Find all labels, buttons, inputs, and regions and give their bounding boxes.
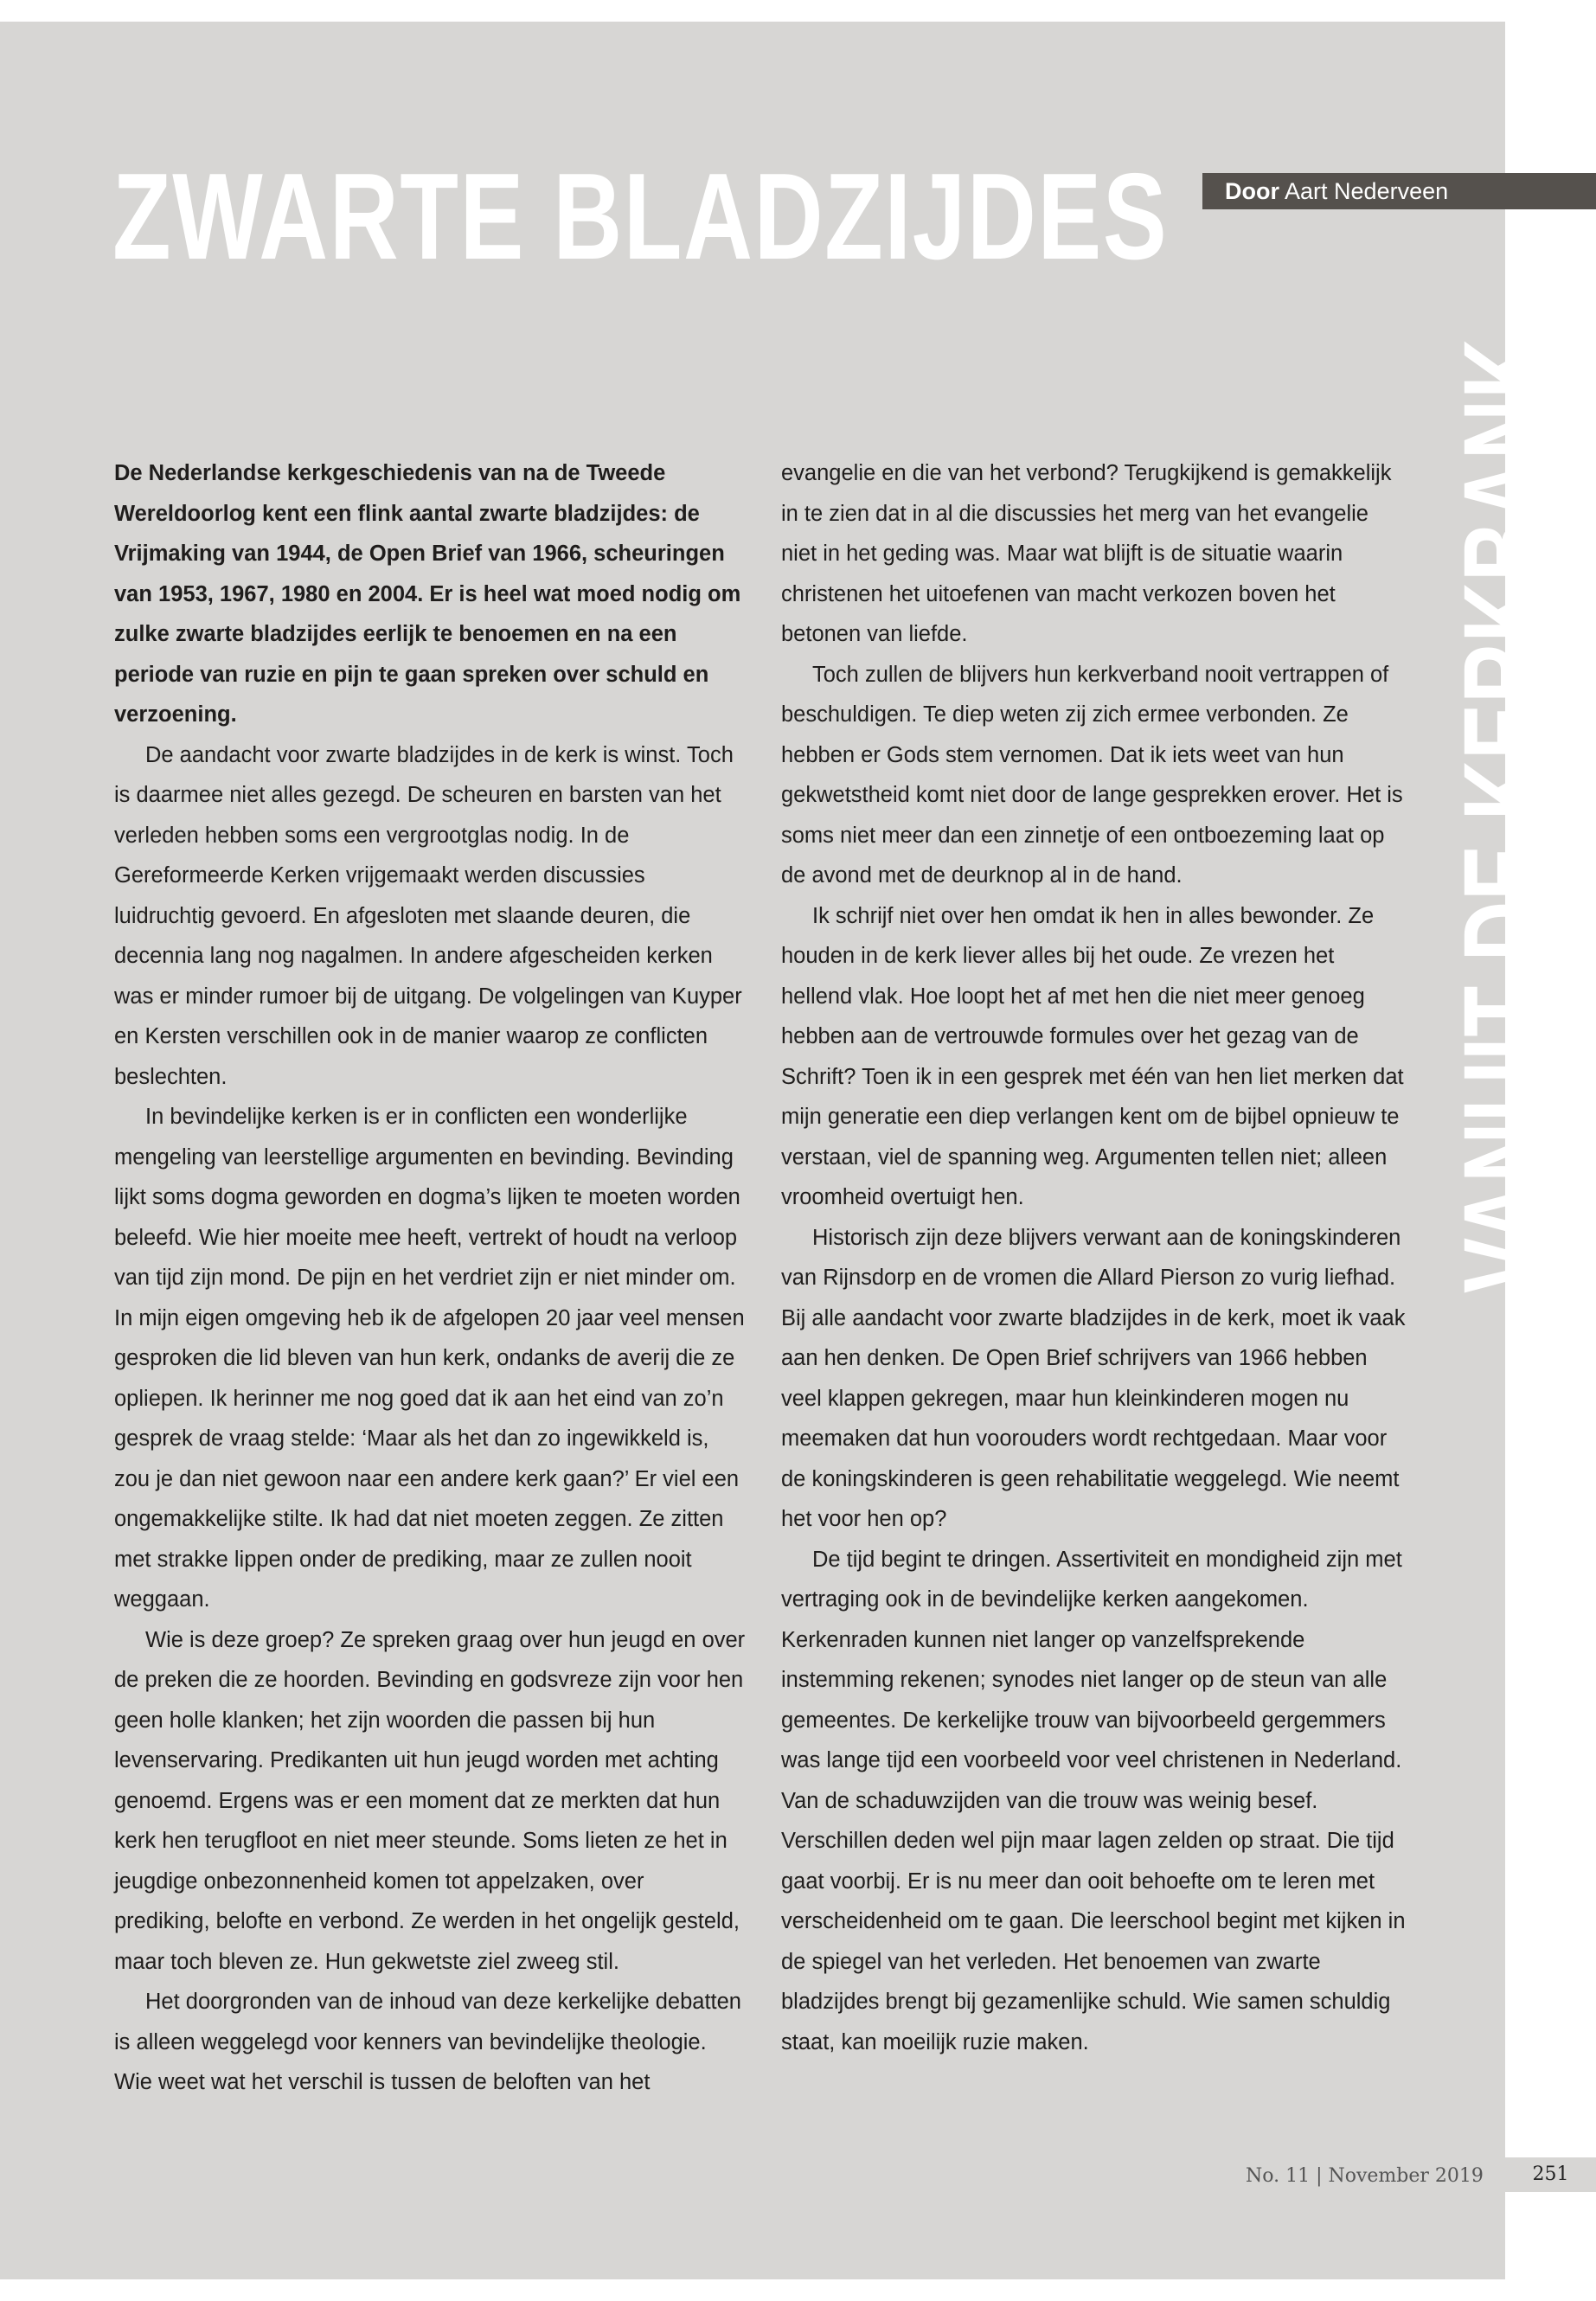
article-title: ZWARTE BLADZIJDES <box>112 148 1169 285</box>
article-paragraph: Ik schrijf niet over hen omdat ik hen in alles bewonder. Ze houden in de kerk liever alles bij het oude. Ze vrezen het hellend vlak. Hoe loopt het af met hen die niet meer genoeg hebben aan de vertrouwde formules over het gezag van de Schrift? Toen ik in een gesprek met één van hen liet merken dat mijn generatie een diep verlangen kent om de bijbel opnieuw te verstaan, viel de spanning weg. Argumenten tellen niet; alleen vroomheid overtuigt hen. <box>781 903 1404 1209</box>
article-paragraph-continuation: evangelie en die van het verbond? Terugkijkend is gemakkelijk in te zien dat in al die discussies het merg van het evangelie niet in het geding was. Maar wat blijft is de situatie waarin christenen het uitoefenen van macht verkozen boven het betonen van liefde. <box>781 461 1392 646</box>
article-column-left <box>114 453 746 2103</box>
byline-author: Aart Nederveen <box>1285 178 1449 204</box>
article-column-right <box>781 453 1410 2062</box>
page-number: 251 <box>1505 2157 1596 2192</box>
section-label-text: VANUIT DE KERKBANK <box>1440 337 1569 1294</box>
article-paragraph: Toch zullen de blijvers hun kerkverband nooit vertrappen of beschuldigen. Te diep weten zij zich ermee verbonden. Ze hebben er Gods stem vernomen. Dat ik iets weet van hun gekwetstheid komt niet door de lange gesprekken erover. Het is soms niet meer dan een zinnetje of een ontboezeming laat op de avond met de deurknop al in de hand. <box>781 662 1403 888</box>
article-paragraph: De aandacht voor zwarte bladzijdes in de kerk is winst. Toch is daarmee niet alles gezegd. De scheuren en barsten van het verleden hebben soms een vergrootglas nodig. In de Gereformeerde Kerken vrijgemaakt werden discussies luidruchtig gevoerd. En afgesloten met slaande deuren, die decennia lang nog nagalmen. In andere afgescheiden kerken was er minder rumoer bij de uitgang. De volgelingen van Kuyper en Kersten verschillen ook in de manier waarop ze conflicten beslechten. <box>114 742 742 1089</box>
article-paragraph: Historisch zijn deze blijvers verwant aan de koningskinderen van Rijnsdorp en de vromen die Allard Pierson zo vurig liefhad. Bij alle aandacht voor zwarte bladzijdes in de kerk, moet ik vaak aan hen denken. De Open Brief schrijvers van 1966 hebben veel klappen gekregen, maar hun kleinkinderen mogen nu meemaken dat hun voorouders wordt rechtgedaan. Maar voor de koningskinderen is geen rehabilitatie weggelegd. Wie neemt het voor hen op? <box>781 1225 1406 1531</box>
byline-prefix: Door <box>1225 178 1279 204</box>
article-paragraph: Het doorgronden van de inhoud van deze kerkelijke debatten is alleen weggelegd voor kenners van bevindelijke theologie. Wie weet wat het verschil is tussen de beloften van het <box>114 1990 741 2094</box>
byline <box>1202 173 1596 209</box>
issue-info: No. 11 | November 2019 <box>1246 2165 1484 2187</box>
article-paragraph: De tijd begint te dringen. Assertiviteit en mondigheid zijn met vertraging ook in de bevindelijke kerken aangekomen. Kerkenraden kunnen niet langer op vanzelfsprekende instemming rekenen; synodes niet langer op de steun van alle gemeentes. De kerkelijke trouw van bijvoorbeeld gergemmers was lange tijd een voorbeeld voor veel christenen in Nederland. Van de schaduwzijden van die trouw was weinig besef. Verschillen deden wel pijn maar lagen zelden op straat. Die tijd gaat voorbij. Er is nu meer dan ooit behoefte om te leren met verscheidenheid om te gaan. Die leerschool begint met kijken in de spiegel van het verleden. Het benoemen van zwarte bladzijdes brengt bij gezamenlijke schuld. Wie samen schuldig staat, kan moeilijk ruzie maken. <box>781 1547 1406 2054</box>
article-paragraph: Wie is deze groep? Ze spreken graag over hun jeugd en over de preken die ze hoorden. Bevinding en godsvreze zijn voor hen geen holle klanken; het zijn woorden die passen bij hun levenservaring. Predikanten uit hun jeugd worden met achting genoemd. Ergens was er een moment dat ze merkten dat hun kerk hen terugfloot en niet meer steunde. Soms lieten ze het in jeugdige onbezonnenheid komen tot appelzaken, over prediking, belofte en verbond. Ze werden in het ongelijk gesteld, maar toch bleven ze. Hun gekwetste ziel zweeg stil. <box>114 1627 746 1974</box>
article-intro: De Nederlandse kerkgeschiedenis van na de Tweede Wereldoorlog kent een flink aantal zwarte bladzijdes: de Vrijmaking van 1944, de Open Brief van 1966, scheuringen van 1953, 1967, 1980 en 2004. Er is heel wat moed nodig om zulke zwarte bladzijdes eerlijk te benoemen en na een periode van ruzie en pijn te gaan spreken over schuld en verzoening. <box>114 461 741 727</box>
article-paragraph: In bevindelijke kerken is er in conflicten een wonderlijke mengeling van leerstellige argumenten en bevinding. Bevinding lijkt soms dogma geworden en dogma’s lijken te moeten worden beleefd. Wie hier moeite mee heeft, vertrekt of houdt na verloop van tijd zijn mond. De pijn en het verdriet zijn er niet minder om. In mijn eigen omgeving heb ik de afgelopen 20 jaar veel mensen gesproken die lid bleven van hun kerk, ondanks de averij die ze opliepen. Ik herinner me nog goed dat ik aan het eind van zo’n gesprek de vraag stelde: ‘Maar als het dan zo ingewikkeld is, zou je dan niet gewoon naar een andere kerk gaan?’ Er viel een ongemakkelijke stilte. Ik had dat niet moeten zeggen. Ze zitten met strakke lippen onder de prediking, maar ze zullen nooit weggaan. <box>114 1105 745 1612</box>
section-label <box>1440 337 1569 1479</box>
